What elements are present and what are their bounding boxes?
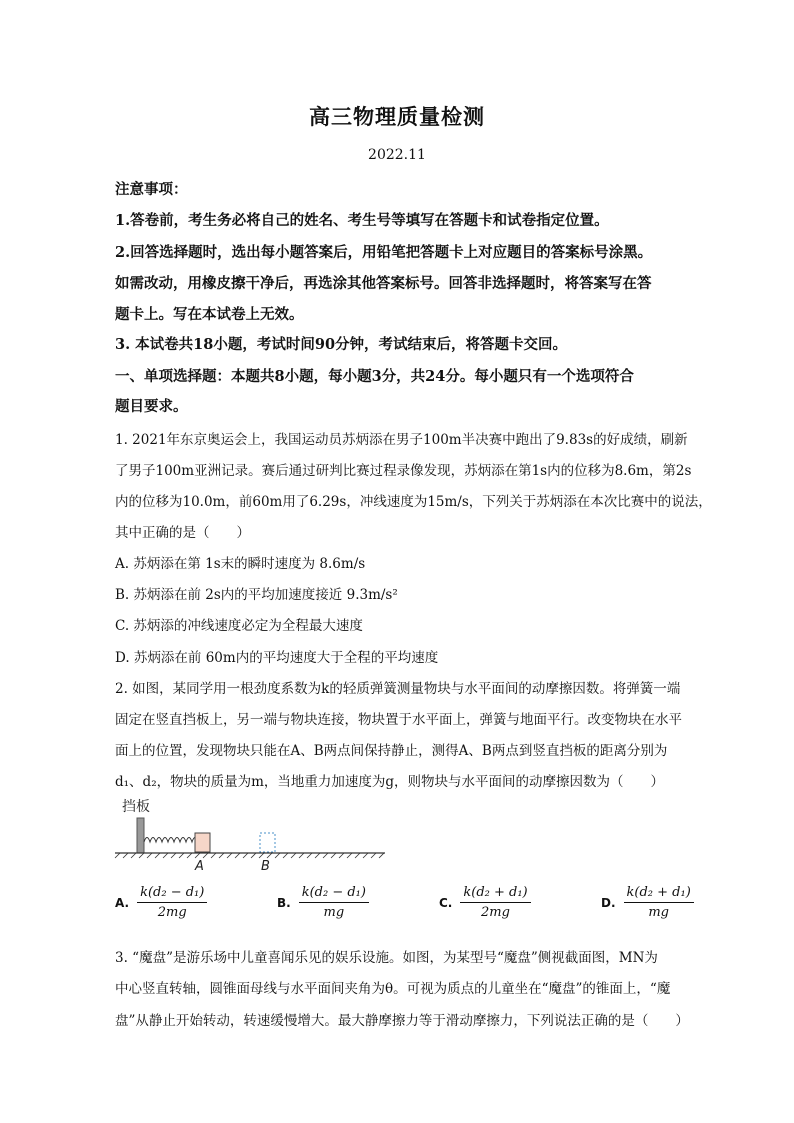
section-heading: 一、单项选择题：本题共8小题，每小题3分，共24分。每小题只有一个选项符合 xyxy=(115,368,634,385)
fraction xyxy=(624,885,694,920)
section-heading: 题目要求。 xyxy=(115,398,188,415)
notice-line: 3. 本试卷共18小题，考试时间90分钟，考试结束后，将答题卡交回。 xyxy=(115,336,568,353)
denominator: 2mg xyxy=(481,905,510,920)
option-label: B. xyxy=(277,895,291,910)
q2-option-c xyxy=(439,885,531,920)
q1-stem: 其中正确的是（ ） xyxy=(115,525,250,541)
q1-stem: 了男子100m亚洲记录。赛后通过研判比赛过程录像发现，苏炳添在第1s内的位移为8.6m，第2s xyxy=(115,463,692,479)
block-a xyxy=(195,833,210,852)
fraction xyxy=(460,885,530,920)
denominator: mg xyxy=(323,905,345,920)
notice-line: 2.回答选择题时，选出每小题答案后，用铅笔把答题卡上对应题目的答案标号涂黑。 xyxy=(115,244,653,261)
q2-stem: 固定在竖直挡板上，另一端与物块连接，物块置于水平面上，弹簧与地面平行。改变物块在水平 xyxy=(115,712,682,728)
q2-option-b xyxy=(277,885,369,920)
option-label: A. xyxy=(115,895,130,910)
numerator: k(d₂ − d₁) xyxy=(137,885,207,903)
q1-option-a: A. 苏炳添在第 1s末的瞬时速度为 8.6m/s xyxy=(115,556,366,572)
q3-stem: 中心竖直转轴，圆锥面母线与水平面间夹角为θ。可视为质点的儿童坐在“魔盘”的锥面上，“魔 xyxy=(115,981,671,997)
label-b: B xyxy=(261,859,270,874)
q1-option-c: C. 苏炳添的冲线速度必定为全程最大速度 xyxy=(115,618,363,634)
fraction xyxy=(137,885,207,920)
wall-board xyxy=(137,818,144,853)
q1-stem: 内的位移为10.0m，前60m用了6.29s，冲线速度为15m/s，下列关于苏炳添在本次比赛中的说法， xyxy=(115,494,712,510)
q1-option-b: B. 苏炳添在前 2s内的平均加速度接近 9.3m/s² xyxy=(115,587,398,603)
q2-figure xyxy=(110,794,400,874)
q2-stem: d₁、d₂，物块的质量为m，当地重力加速度为g，则物块与水平面间的动摩擦因数为（ ） xyxy=(115,774,665,790)
numerator: k(d₂ + d₁) xyxy=(624,885,694,903)
q1-option-d: D. 苏炳添在前 60m内的平均速度大于全程的平均速度 xyxy=(115,650,439,666)
page-title: 高三物理质量检测 xyxy=(309,104,485,129)
numerator: k(d₂ + d₁) xyxy=(460,885,530,903)
notice-line: 如需改动，用橡皮擦干净后，再选涂其他答案标号。回答非选择题时，将答案写在答 xyxy=(115,275,652,292)
denominator: mg xyxy=(648,905,669,920)
notice-line: 1.答卷前，考生务必将自己的姓名、考生号等填写在答题卡和试卷指定位置。 xyxy=(115,212,609,229)
ground-hatch xyxy=(115,853,384,858)
q2-stem: 2. 如图，某同学用一根劲度系数为k的轻质弹簧测量物块与水平面间的动摩擦因数。将弹簧一端 xyxy=(115,681,681,697)
q3-stem: 盘”从静止开始转动，转速缓慢增大。最大静摩擦力等于滑动摩擦力，下列说法正确的是（ ） xyxy=(115,1013,689,1029)
wall-label: 挡板 xyxy=(122,799,150,815)
q3-stem: 3. “魔盘”是游乐场中儿童喜闻乐见的娱乐设施。如图，为某型号“魔盘”侧视截面图，MN为 xyxy=(115,950,658,966)
exam-date: 2022.11 xyxy=(368,147,426,163)
q2-option-d xyxy=(601,885,694,920)
notice-line: 题卡上。写在本试卷上无效。 xyxy=(115,306,304,323)
option-label: C. xyxy=(439,895,453,910)
q1-stem: 1. 2021年东京奥运会上，我国运动员苏炳添在男子100m半决赛中跑出了9.83s的好成绩，刷新 xyxy=(115,432,688,448)
numerator: k(d₂ − d₁) xyxy=(299,885,369,903)
label-a: A xyxy=(195,859,204,874)
q2-option-a xyxy=(115,885,207,920)
denominator: 2mg xyxy=(157,905,187,920)
q2-stem: 面上的位置，发现物块只能在A、B两点间保持静止，测得A、B两点到竖直挡板的距离分别为 xyxy=(115,743,668,759)
notice-heading: 注意事项： xyxy=(115,181,188,198)
block-b-outline xyxy=(260,833,275,852)
fraction xyxy=(299,885,369,920)
option-label: D. xyxy=(601,895,616,910)
